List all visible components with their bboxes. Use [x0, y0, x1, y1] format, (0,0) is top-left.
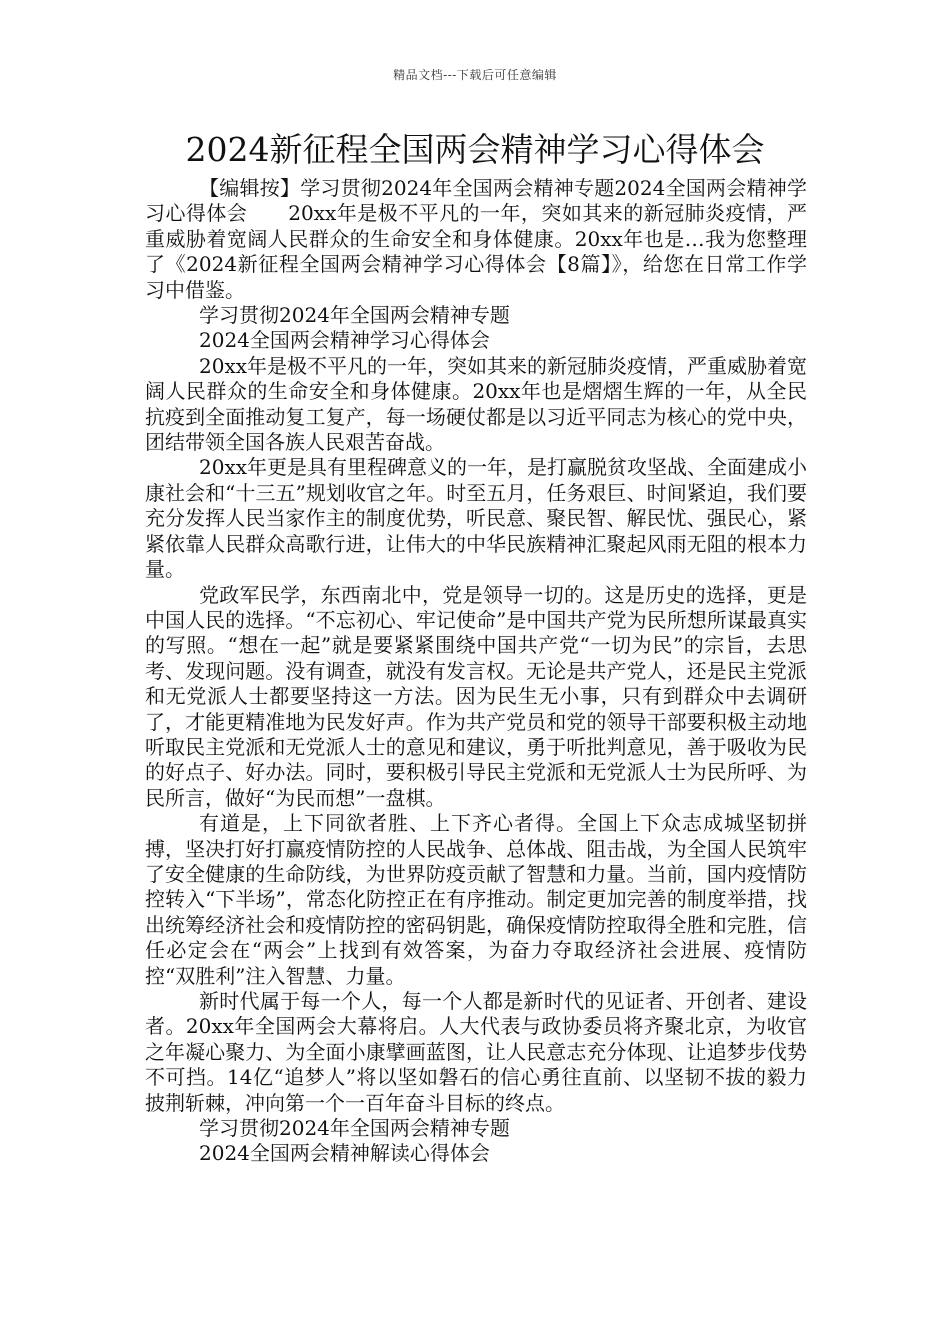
- body-paragraph: 有道是，上下同欲者胜、上下齐心者得。全国上下众志成城坚韧拼搏，坚决打好打赢疫情防控的人民战争、总体战、阻击战，为全国人民筑牢了安全健康的生命防线，为世界防疫贡献了智慧和力量。当前，国内疫情防控转入“下半场”，常态化防控正在有序推动。制定更加完善的制度举措，找出统筹经济社会和疫情防控的密码钥匙，确保疫情防控取得全胜和完胜，信任必定会在“两会”上找到有效答案，为奋力夺取经济社会进展、疫情防控“双胜利”注入智慧、力量。: [145, 811, 807, 988]
- section-heading: 学习贯彻2024年全国两会精神专题: [199, 1116, 510, 1141]
- header-note: 精品文档---下载后可任意编辑: [393, 68, 557, 82]
- editor-note-paragraph: 【编辑按】学习贯彻2024年全国两会精神专题2024全国两会精神学习心得体会 20xx年是极不平凡的一年，突如其来的新冠肺炎疫情，严重威胁着宽阔人民群众的生命安全和身体健康。20xx年也是…我为您整理了《2024新征程全国两会精神学习心得体会【8篇】》，给您在日常工作学习中借鉴。: [145, 176, 807, 302]
- body-paragraph: 20xx年更是具有里程碑意义的一年，是打赢脱贫攻坚战、全面建成小康社会和“十三五”规划收官之年。时至五月，任务艰巨、时间紧迫，我们要充分发挥人民当家作主的制度优势，听民意、聚民智、解民忧、强民心，紧紧依靠人民群众高歌行进，让伟大的中华民族精神汇聚起风雨无阻的根本力量。: [145, 455, 808, 582]
- body-paragraph: 党政军民学，东西南北中，党是领导一切的。这是历史的选择，更是中国人民的选择。“不忘初心、牢记使命”是中国共产党为民所想所谋最真实的写照。“想在一起”就是要紧紧围绕中国共产党“一切为民”的宗旨，去思考、发现问题。没有调查，就没有发言权。无论是共产党人，还是民主党派和无党派人士都要坚持这一方法。因为民生无小事，只有到群众中去调研了，才能更精准地为民发好声。作为共产党员和党的领导干部要积极主动地听取民主党派和无党派人士的意见和建议，勇于听批判意见，善于吸收为民的好点子、好办法。同时，要积极引导民主党派和无党派人士为民所呼、为民所言，做好“为民而想”一盘棋。: [145, 582, 807, 810]
- section-heading: 学习贯彻2024年全国两会精神专题: [199, 303, 510, 328]
- section-subheading: 2024全国两会精神学习心得体会: [199, 328, 490, 353]
- body-paragraph: 新时代属于每一个人，每一个人都是新时代的见证者、开创者、建设者。20xx年全国两会大幕将启。人大代表与政协委员将齐聚北京，为收官之年凝心聚力、为全面小康擘画蓝图，让人民意志充分体现、让追梦步伐势不可挡。14亿“追梦人”将以坚如磐石的信心勇往直前、以坚韧不拔的毅力披荆斩棘，冲向第一个一百年奋斗目标的终点。: [145, 989, 807, 1115]
- document-body: [145, 176, 807, 1167]
- document-title: 2024新征程全国两会精神学习心得体会: [185, 130, 765, 169]
- section-subheading: 2024全国两会精神解读心得体会: [199, 1141, 490, 1166]
- body-paragraph: 20xx年是极不平凡的一年，突如其来的新冠肺炎疫情，严重威胁着宽阔人民群众的生命安全和身体健康。20xx年也是熠熠生辉的一年，从全民抗疫到全面推动复工复产，每一场硬仗都是以习近平同志为核心的党中央，团结带领全国各族人民艰苦奋战。: [145, 353, 808, 455]
